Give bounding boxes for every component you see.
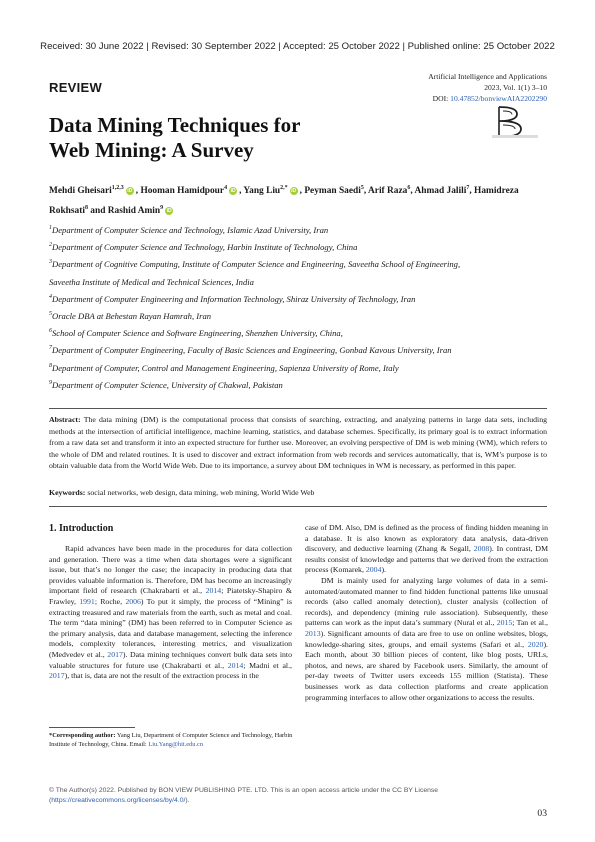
text-segment: Rapid advances have been made in the procedures for data collection and generation. There was a time when data shortages were a significant issue, but that’s no longer the case; the incapacity in producing data that provides valuable information is. Therefore, DM has become an increasingly important field of research (Chakrabarti et al., — [49, 544, 292, 596]
author-separator: , — [239, 186, 242, 196]
author — [415, 186, 472, 196]
paragraph — [305, 576, 548, 703]
affiliation — [49, 274, 549, 291]
orcid-icon[interactable]: iD — [230, 187, 236, 194]
affiliation — [49, 342, 549, 359]
abstract — [49, 414, 547, 472]
author-name: Arif Raza — [368, 186, 408, 196]
citation-link[interactable]: 2017 — [49, 671, 65, 681]
affiliation — [49, 360, 549, 377]
author — [108, 206, 175, 216]
author-separator: and — [87, 206, 106, 216]
citation-link[interactable]: 2017 — [107, 649, 123, 659]
text-segment: ), that is, data are not the result of the extraction process in the — [64, 671, 259, 681]
author — [49, 186, 138, 196]
citation-link[interactable]: 2015 — [496, 618, 513, 628]
text-segment: ). — [381, 565, 386, 575]
author-affiliation-marker: 7 — [466, 184, 470, 191]
footnote-divider — [49, 727, 135, 728]
affiliation-number: 7 — [49, 345, 52, 352]
orcid-icon[interactable]: iD — [166, 207, 172, 214]
footnote-text: Yang Liu, Department of Computer Science and Technology, Harbin Institute of Technology, China. Email: — [49, 732, 293, 748]
affiliation — [49, 239, 549, 256]
affiliation-number: 9 — [49, 379, 52, 386]
author-affiliation-marker: 9 — [160, 204, 164, 211]
text-segment: ; Tan et al., — [512, 618, 548, 628]
keywords-label: Keywords: — [49, 488, 86, 497]
affiliation-number: 8 — [49, 362, 52, 369]
corresponding-author-footnote — [49, 731, 293, 749]
affiliation — [49, 377, 549, 394]
author-name: Yang Liu — [243, 186, 281, 196]
text-segment: ) To put it simply, the process of “Mining” is extracting treasured and raw materials from the earth, such as metal and coal. The term “data mining” (DM) has been referred to in Computer Science as the primary analysis, data and database management, selecting the inference models, complexity tolerances, interesting metrics, and visualization (Medvedev et al., — [49, 596, 292, 659]
author-affiliation-marker: 1,2,3 — [111, 184, 124, 191]
author-name: Peyman Saedi — [304, 186, 361, 196]
publication-dates: Received: 30 June 2022 | Revised: 30 September 2022 | Accepted: 25 October 2022 | Published online: 25 October 2022 — [40, 41, 555, 52]
citation-link[interactable]: 2014 — [227, 660, 244, 670]
author-affiliation-marker: 2,* — [280, 184, 288, 191]
affiliation — [49, 256, 549, 273]
affiliation-text: Department of Computer, Control and Management Engineering, Sapienza University of Rome, Italy — [52, 362, 399, 373]
citation-link[interactable]: 2006 — [125, 596, 141, 606]
citation-link[interactable]: 2020 — [527, 639, 544, 649]
text-segment: ). In contrast, DM results consist of knowledge and patterns that we derived from the extraction process (Komarek, — [305, 544, 548, 575]
citation-link[interactable]: 2004 — [365, 565, 382, 575]
text-segment: case of DM. Also, DM is defined as the process of finding hidden meaning in a database. It is also known as exploratory data analysis, data-driven discovery, and deductive learning (Zhang & Segall, — [305, 523, 548, 554]
keywords-text: social networks, web design, data mining, web mining, World Wide Web — [87, 488, 315, 497]
text-segment: ). Data mining techniques convert bulk data sets into valuable structures for future use (Chakrabarti et al., — [49, 649, 292, 670]
page-number: 03 — [537, 808, 547, 819]
affiliation-list — [49, 222, 549, 394]
author-name: Hamidreza Rokhsati — [49, 186, 519, 216]
doi-link[interactable]: 10.47852/bonviewAIA2202290 — [450, 94, 547, 103]
affiliation-text: Department of Computer Science and Technology, Islamic Azad University, Iran — [52, 225, 329, 235]
affiliation-text: Department of Computer Engineering, Faculty of Basic Sciences and Engineering, Gonbad Kavous University, Iran — [52, 345, 452, 356]
affiliation — [49, 222, 549, 239]
orcid-icon[interactable]: iD — [127, 187, 133, 194]
abstract-text: The data mining (DM) is the computational process that consists of searching, extracting, and analyzing patterns in large data sets, including methods at the intersection of artificial intelligence, machine learning, statistics, and database schemes. Specifically, its primary goal is to extract information from a raw data set and transform it into an expected structure for further use. Moreover, an evolving perspective of DM is web mining (WM), which refers to the whole of DM and related routines. It is used to discover and extract information from web records and services automatically, that is, WM’s purpose is to obtain valuable data from the World Wide Web. Due to its importance, a survey about DM techniques in WM is necessary, as performed in this paper. — [49, 415, 547, 471]
affiliation-text: Department of Cognitive Computing, Institute of Computer Science and Engineering, Saveetha School of Engineering, — [52, 259, 461, 270]
affiliation-text: Oracle DBA at Behestan Rayan Hamrah, Iran — [52, 311, 212, 322]
journal-info — [428, 71, 547, 104]
license-notice — [49, 786, 549, 805]
email-link[interactable]: Liu.Yang@hit.edu.cn — [148, 741, 204, 748]
section-heading: 1. Introduction — [49, 523, 114, 534]
affiliation-number: 4 — [49, 293, 52, 300]
affiliation — [49, 291, 549, 308]
title-line-1: Data Mining Techniques for — [49, 113, 301, 137]
author-separator: , — [299, 186, 302, 196]
title-line-2: Web Mining: A Survey — [49, 138, 254, 162]
author — [140, 186, 241, 196]
orcid-icon[interactable]: iD — [291, 187, 297, 194]
author-separator: , — [469, 186, 472, 196]
paragraph — [49, 544, 292, 682]
abstract-label: Abstract: — [49, 415, 81, 424]
footnote-label: *Corresponding author: — [49, 732, 116, 739]
right-column — [305, 523, 548, 703]
author-separator: , — [363, 186, 367, 196]
affiliation — [49, 308, 549, 325]
keywords — [49, 488, 547, 497]
citation-link[interactable]: 2008 — [473, 544, 490, 554]
affiliation — [49, 325, 549, 342]
bon-view-publishing-logo-icon — [487, 105, 543, 139]
author-affiliation-marker: 4 — [224, 184, 228, 191]
left-column — [49, 523, 292, 682]
doi-line — [428, 93, 547, 104]
license-end: ). — [185, 796, 190, 804]
author-separator: , — [135, 186, 139, 196]
author-separator: , — [410, 186, 413, 196]
author-name: Ahmad Jalili — [414, 186, 467, 196]
author — [368, 186, 413, 196]
journal-volume: 2023, Vol. 1(1) 3–10 — [484, 83, 547, 92]
text-segment: ). Each month, about 30 billion pieces of content, like blog posts, URLs, photos, and news, are shared by Facebook users. Similarly, the amount of per-day tweets of Twitter users exceeds 155 million (Statista). These businesses work as data collection platforms and create application programming interfaces to allow other organizations to access the results. — [305, 639, 548, 702]
journal-name: Artificial Intelligence and Applications — [428, 72, 547, 81]
affiliation-text: School of Computer Science and Software Engineering, Shenzhen University, China, — [52, 328, 343, 339]
license-text: © The Author(s) 2022. Published by BON VIEW PUBLISHING PTE. LTD. This is an open access article under the CC BY License ( — [49, 787, 439, 804]
author-affiliation-marker: 6 — [407, 184, 411, 191]
affiliation-text: Department of Computer Science and Technology, Harbin Institute of Technology, China — [52, 242, 358, 253]
author-name: Rashid Amin — [107, 206, 161, 216]
text-segment: ; Piatetsky-Shapiro & Frawley, — [49, 586, 292, 606]
citation-link[interactable]: 1991 — [79, 596, 95, 606]
citation-link[interactable]: 2013 — [305, 628, 321, 638]
affiliation-number: 6 — [49, 328, 52, 335]
doi-label: DOI: — [432, 94, 449, 103]
affiliation-number: 3 — [49, 259, 52, 266]
article-type: REVIEW — [49, 80, 103, 95]
author-list — [49, 181, 549, 221]
license-link[interactable]: https://creativecommons.org/licenses/by/4.0/ — [51, 796, 186, 804]
affiliation-text: Department of Computer Engineering and Information Technology, Shiraz University of Technology, Iran — [52, 293, 416, 304]
author-name: Mehdi Gheisari — [49, 186, 112, 196]
text-segment: ; Roche, — [94, 596, 126, 606]
author — [304, 186, 366, 196]
author-affiliation-marker: 5 — [360, 184, 364, 191]
affiliation-number: 2 — [49, 242, 52, 249]
affiliation-text: Saveetha Institute of Medical and Technical Sciences, India — [49, 276, 254, 287]
paper-title — [49, 113, 349, 163]
citation-link[interactable]: 2014 — [205, 586, 222, 596]
text-segment: ; Madni et al., — [243, 660, 292, 670]
text-segment: ). Significant amounts of data are free to use on online websites, blogs, knowledge-sharing sites, groups, and email systems (Safari et al., — [305, 628, 548, 649]
author — [243, 186, 302, 196]
affiliation-number: 5 — [49, 311, 52, 318]
affiliation-number: 1 — [49, 225, 52, 232]
text-segment: DM is mainly used for analyzing large volumes of data in a semi-automated/automated manner to find hidden functional patterns like unusual records (also called anomaly detection), cluster analysis (collection of records), and dependency (mining rule association). Subsequently, these patterns can work as the input data’s summary (Nural et al., — [305, 575, 548, 628]
paragraph — [305, 523, 548, 576]
author-affiliation-marker: 8 — [84, 204, 88, 211]
author-name: Hooman Hamidpour — [140, 186, 225, 196]
affiliation-text: Department of Computer Science, University of Chakwal, Pakistan — [52, 379, 283, 390]
